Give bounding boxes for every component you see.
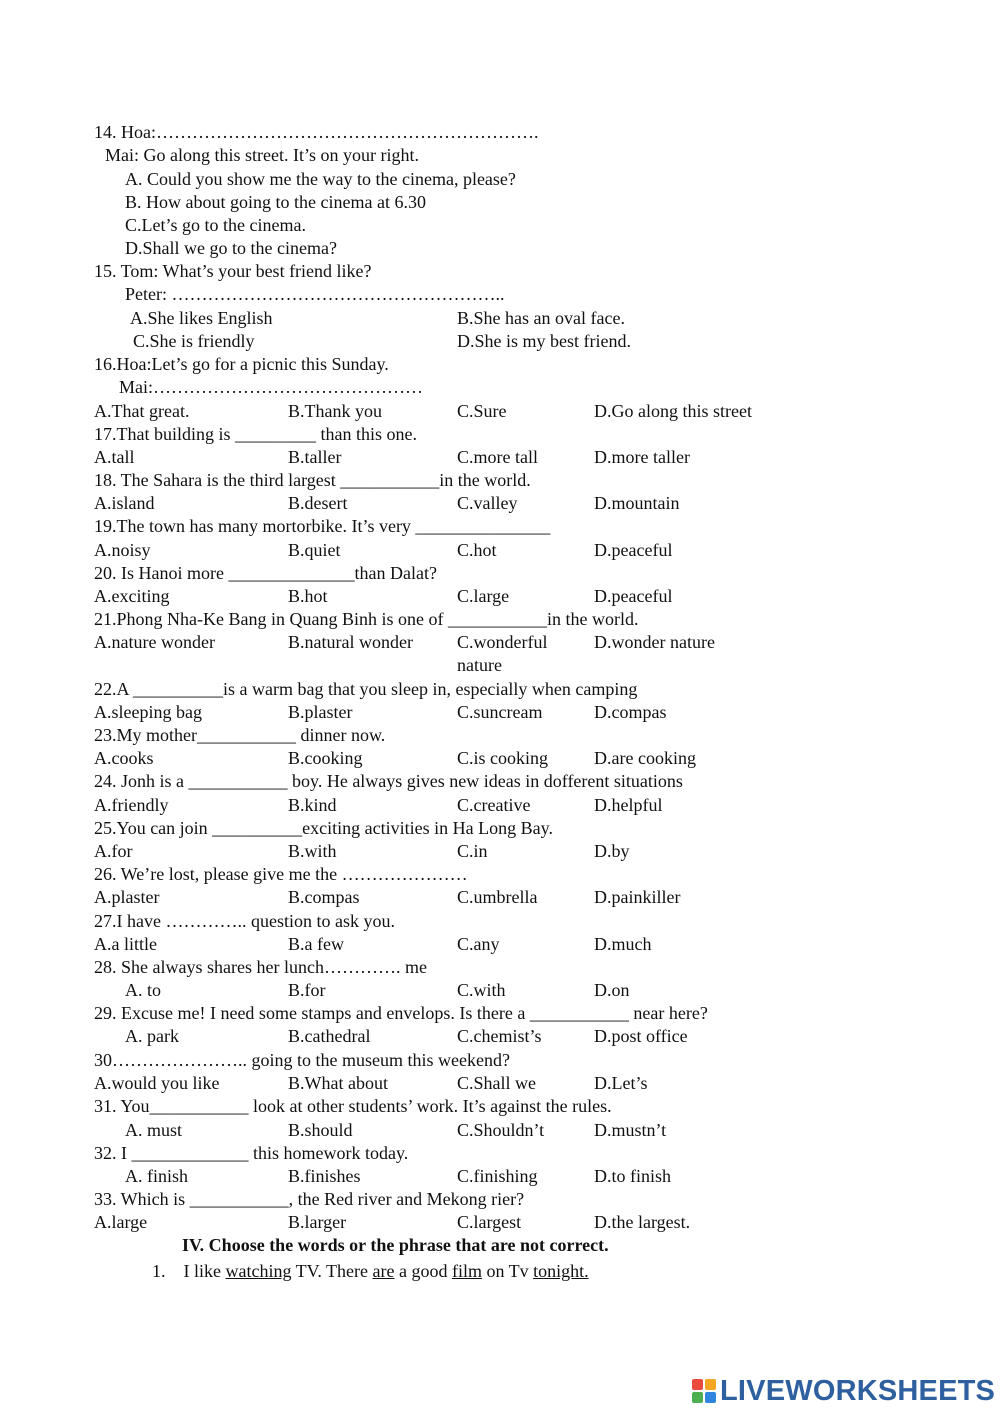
question-16-option-a[interactable]: A.That great. xyxy=(94,401,190,421)
question-24-stem: 24. Jonh is a ___________ boy. He always gives new ideas in dofferent situations xyxy=(94,771,683,791)
question-17-option-c[interactable]: C.more tall xyxy=(457,447,538,467)
question-20-option-b[interactable]: B.hot xyxy=(288,586,328,606)
question-15-option-b[interactable]: B.She has an oval face. xyxy=(457,308,625,328)
question-28-option-b[interactable]: B.for xyxy=(288,980,326,1000)
question-16-stem: 16.Hoa:Let’s go for a picnic this Sunday. xyxy=(94,354,389,374)
question-19-stem: 19.The town has many mortorbike. It’s very _______________ xyxy=(94,516,551,536)
question-28-option-c[interactable]: C.with xyxy=(457,980,506,1000)
question-25-option-b[interactable]: B.with xyxy=(288,841,337,861)
question-17-option-b[interactable]: B.taller xyxy=(288,447,342,467)
question-25-option-a[interactable]: A.for xyxy=(94,841,133,861)
question-30-option-b[interactable]: B.What about xyxy=(288,1073,388,1093)
question-23-option-b[interactable]: B.cooking xyxy=(288,748,363,768)
question-19-option-c[interactable]: C.hot xyxy=(457,540,497,560)
question-17-stem: 17.That building is _________ than this one. xyxy=(94,424,417,444)
liveworksheets-logo xyxy=(692,1374,995,1408)
question-32-option-a[interactable]: A. finish xyxy=(125,1166,188,1186)
question-15-reply: Peter: ……………………………………………….. xyxy=(125,284,505,304)
question-19-option-b[interactable]: B.quiet xyxy=(288,540,341,560)
question-30-stem: 30………………….. going to the museum this weekend? xyxy=(94,1050,510,1070)
question-29-option-b[interactable]: B.cathedral xyxy=(288,1026,371,1046)
underlined-word-are[interactable]: are xyxy=(372,1261,395,1281)
question-15-option-a[interactable]: A.She likes English xyxy=(130,308,273,328)
question-14-option-a[interactable]: A. Could you show me the way to the cinema, please? xyxy=(125,169,516,189)
logo-mark-icon xyxy=(692,1379,716,1403)
question-20-option-c[interactable]: C.large xyxy=(457,586,510,606)
question-28-option-a[interactable]: A. to xyxy=(125,980,161,1000)
question-23-option-a[interactable]: A.cooks xyxy=(94,748,154,768)
question-19-option-d[interactable]: D.peaceful xyxy=(594,540,673,560)
question-30-option-c[interactable]: C.Shall we xyxy=(457,1073,536,1093)
question-25-option-c[interactable]: C.in xyxy=(457,841,488,861)
question-25-option-d[interactable]: D.by xyxy=(594,841,630,861)
question-27-option-a[interactable]: A.a little xyxy=(94,934,157,954)
underlined-word-film[interactable]: film xyxy=(451,1261,482,1281)
question-14-reply: Mai: Go along this street. It’s on your right. xyxy=(105,145,419,165)
question-29-option-c[interactable]: C.chemist’s xyxy=(457,1026,542,1046)
logo-text: LIVEWORKSHEETS xyxy=(720,1374,996,1407)
question-24-option-d[interactable]: D.helpful xyxy=(594,795,663,815)
question-26-option-d[interactable]: D.painkiller xyxy=(594,887,681,907)
question-27-option-b[interactable]: B.a few xyxy=(288,934,344,954)
question-19-option-a[interactable]: A.noisy xyxy=(94,540,151,560)
question-18-option-c[interactable]: C.valley xyxy=(457,493,518,513)
question-20-option-d[interactable]: D.peaceful xyxy=(594,586,673,606)
question-33-option-c[interactable]: C.largest xyxy=(457,1212,522,1232)
question-15-option-d[interactable]: D.She is my best friend. xyxy=(457,331,631,351)
question-30-option-d[interactable]: D.Let’s xyxy=(594,1073,648,1093)
question-27-option-d[interactable]: D.much xyxy=(594,934,652,954)
question-14-option-b[interactable]: B. How about going to the cinema at 6.30 xyxy=(125,192,426,212)
question-14-option-c[interactable]: C.Let’s go to the cinema. xyxy=(125,215,306,235)
question-18-option-d[interactable]: D.mountain xyxy=(594,493,680,513)
question-16-option-b[interactable]: B.Thank you xyxy=(288,401,382,421)
question-33-option-d[interactable]: D.the largest. xyxy=(594,1212,691,1232)
question-31-option-d[interactable]: D.mustn’t xyxy=(594,1120,667,1140)
question-27-stem: 27.I have ………….. question to ask you. xyxy=(94,911,395,931)
question-31-option-c[interactable]: C.Shouldn’t xyxy=(457,1120,545,1140)
sentence-part: a good xyxy=(394,1261,452,1281)
question-15-stem: 15. Tom: What’s your best friend like? xyxy=(94,261,372,281)
question-18-option-a[interactable]: A.island xyxy=(94,493,155,513)
question-14-option-d[interactable]: D.Shall we go to the cinema? xyxy=(125,238,337,258)
question-32-option-b[interactable]: B.finishes xyxy=(288,1166,361,1186)
question-31-stem: 31. You___________ look at other students’ work. It’s against the rules. xyxy=(94,1096,612,1116)
question-20-stem: 20. Is Hanoi more ______________than Dalat? xyxy=(94,563,437,583)
question-22-option-b[interactable]: B.plaster xyxy=(288,702,353,722)
question-27-option-c[interactable]: C.any xyxy=(457,934,500,954)
question-23-option-d[interactable]: D.are cooking xyxy=(594,748,696,768)
question-29-option-d[interactable]: D.post office xyxy=(594,1026,688,1046)
question-21-option-b[interactable]: B.natural wonder xyxy=(288,632,413,652)
question-24-option-b[interactable]: B.kind xyxy=(288,795,337,815)
question-16-option-c[interactable]: C.Sure xyxy=(457,401,507,421)
question-22-option-a[interactable]: A.sleeping bag xyxy=(94,702,202,722)
section-iv-heading: IV. Choose the words or the phrase that are not correct. xyxy=(182,1235,609,1255)
question-16-option-d[interactable]: D.Go along this street xyxy=(594,401,752,421)
question-31-option-a[interactable]: A. must xyxy=(125,1120,183,1140)
question-16-reply: Mai:……………………………………… xyxy=(119,377,423,397)
question-33-option-b[interactable]: B.larger xyxy=(288,1212,347,1232)
question-22-option-d[interactable]: D.compas xyxy=(594,702,667,722)
question-22-stem: 22.A __________is a warm bag that you sleep in, especially when camping xyxy=(94,679,638,699)
question-17-option-d[interactable]: D.more taller xyxy=(594,447,690,467)
question-26-option-a[interactable]: A.plaster xyxy=(94,887,160,907)
question-24-option-c[interactable]: C.creative xyxy=(457,795,531,815)
question-21-stem: 21.Phong Nha-Ke Bang in Quang Binh is one of ___________in the world. xyxy=(94,609,639,629)
question-32-option-d[interactable]: D.to finish xyxy=(594,1166,672,1186)
question-17-option-a[interactable]: A.tall xyxy=(94,447,135,467)
question-31-option-b[interactable]: B.should xyxy=(288,1120,353,1140)
sentence-part: I like xyxy=(183,1261,226,1281)
question-25-stem: 25.You can join __________exciting activities in Ha Long Bay. xyxy=(94,818,553,838)
question-21-option-c[interactable]: C.wonderful xyxy=(457,632,548,652)
question-23-stem: 23.My mother___________ dinner now. xyxy=(94,725,386,745)
question-18-option-b[interactable]: B.desert xyxy=(288,493,348,513)
sentence-part: on Tv xyxy=(481,1261,534,1281)
question-26-option-c[interactable]: C.umbrella xyxy=(457,887,538,907)
question-23-option-c[interactable]: C.is cooking xyxy=(457,748,549,768)
question-18-stem: 18. The Sahara is the third largest ___________in the world. xyxy=(94,470,531,490)
question-15-option-c[interactable]: C.She is friendly xyxy=(133,331,255,351)
question-21-option-a[interactable]: A.nature wonder xyxy=(94,632,215,652)
question-32-stem: 32. I _____________ this homework today. xyxy=(94,1143,409,1163)
question-32-option-c[interactable]: C.finishing xyxy=(457,1166,538,1186)
sentence-part: TV. There xyxy=(291,1261,373,1281)
question-28-stem: 28. She always shares her lunch…………. me xyxy=(94,957,427,977)
question-26-option-b[interactable]: B.compas xyxy=(288,887,360,907)
question-20-option-a[interactable]: A.exciting xyxy=(94,586,170,606)
question-21-option-d[interactable]: D.wonder nature xyxy=(594,632,715,652)
question-33-option-a[interactable]: A.large xyxy=(94,1212,148,1232)
section-iv-item-1 xyxy=(152,1260,589,1283)
underlined-word-watching[interactable]: watching xyxy=(225,1261,292,1281)
question-28-option-d[interactable]: D.on xyxy=(594,980,630,1000)
question-26-stem: 26. We’re lost, please give me the ………………… xyxy=(94,864,468,884)
question-21-option-c-continued: nature xyxy=(457,655,502,675)
underlined-word-tonight[interactable]: tonight. xyxy=(533,1261,589,1281)
question-29-option-a[interactable]: A. park xyxy=(125,1026,179,1046)
question-24-option-a[interactable]: A.friendly xyxy=(94,795,169,815)
question-30-option-a[interactable]: A.would you like xyxy=(94,1073,220,1093)
question-33-stem: 33. Which is ___________, the Red river and Mekong rier? xyxy=(94,1189,525,1209)
question-22-option-c[interactable]: C.suncream xyxy=(457,702,543,722)
question-29-stem: 29. Excuse me! I need some stamps and envelops. Is there a ___________ near here? xyxy=(94,1003,708,1023)
item-number: 1. xyxy=(152,1261,166,1281)
question-14-stem: 14. Hoa:………………………………………………………. xyxy=(94,122,539,142)
